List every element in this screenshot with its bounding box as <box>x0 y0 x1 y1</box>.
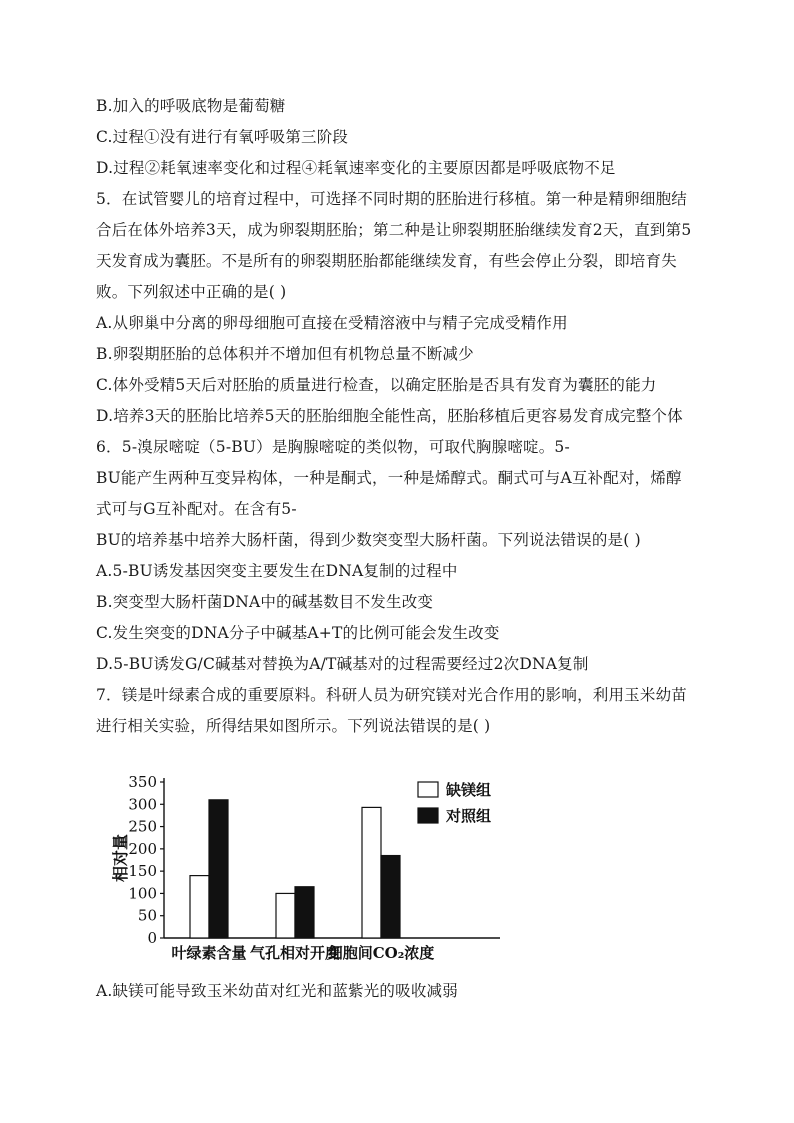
text-line: B.加入的呼吸底物是葡萄糖 <box>96 97 286 115</box>
bar <box>362 807 381 938</box>
text-line: 天发育成为囊胚。不是所有的卵裂期胚胎都能继续发育，有些会停止分裂，即培育失 <box>96 252 677 270</box>
legend-swatch <box>418 808 438 823</box>
text-line: BU能产生两种互变异构体，一种是酮式，一种是烯醇式。酮式可与A互补配对，烯醇 <box>96 469 682 487</box>
text-line: BU的培养基中培养大肠杆菌，得到少数突变型大肠杆菌。下列说法错误的是( ) <box>96 531 641 549</box>
bar-chart-svg <box>108 766 508 966</box>
y-tick-label: 250 <box>128 817 157 836</box>
y-tick-label: 50 <box>137 906 157 925</box>
text-line: 合后在体外培养3天，成为卵裂期胚胎；第二种是让卵裂期胚胎继续发育2天，直到第5 <box>96 221 692 239</box>
y-tick-label: 0 <box>147 929 157 947</box>
y-axis-label: 相对量 <box>111 833 130 883</box>
legend-label: 对照组 <box>446 807 492 825</box>
text-line: 5．在试管婴儿的培育过程中，可选择不同时期的胚胎进行移植。第一种是精卵细胞结 <box>96 190 687 208</box>
text-line: 7．镁是叶绿素合成的重要原料。科研人员为研究镁对光合作用的影响，利用玉米幼苗 <box>96 686 687 704</box>
bar-chart <box>108 766 508 966</box>
text-line: D.5-BU诱发G/C碱基对替换为A/T碱基对的过程需要经过2次DNA复制 <box>96 655 589 673</box>
text-line: D.培养3天的胚胎比培养5天的胚胎细胞全能性高，胚胎移植后更容易发育成完整个体 <box>96 407 683 425</box>
text-line: A.5-BU诱发基因突变主要发生在DNA复制的过程中 <box>96 562 458 580</box>
bar <box>209 800 228 938</box>
text-line: C.体外受精5天后对胚胎的质量进行检查，以确定胚胎是否具有发育为囊胚的能力 <box>96 376 657 394</box>
bar <box>190 876 209 938</box>
text-line: C.过程①没有进行有氧呼吸第三阶段 <box>96 128 349 146</box>
option-a-text: A.缺镁可能导致玉米幼苗对红光和蓝紫光的吸收减弱 <box>96 982 458 1000</box>
bar <box>276 893 295 938</box>
legend-swatch <box>418 782 438 797</box>
y-tick-label: 200 <box>128 839 157 858</box>
text-line: D.过程②耗氧速率变化和过程④耗氧速率变化的主要原因都是呼吸底物不足 <box>96 159 616 177</box>
y-tick-label: 300 <box>128 795 157 814</box>
bar <box>295 887 314 938</box>
y-tick-label: 100 <box>128 884 157 903</box>
bar <box>381 856 400 938</box>
text-line: 6．5-溴尿嘧啶（5-BU）是胸腺嘧啶的类似物，可取代胸腺嘧啶。5- <box>96 438 570 456</box>
x-tick-label: 叶绿素含量 <box>171 944 247 962</box>
text-line: C.发生突变的DNA分子中碱基A+T的比例可能会发生改变 <box>96 624 500 642</box>
text-line: 进行相关实验，所得结果如图所示。下列说法错误的是( ) <box>96 717 491 735</box>
y-tick-label: 150 <box>128 862 157 881</box>
x-tick-label: 气孔相对开度 <box>249 944 341 962</box>
text-line: 式可与G互补配对。在含有5- <box>96 500 297 518</box>
text-line: B.突变型大肠杆菌DNA中的碱基数目不发生改变 <box>96 593 434 611</box>
x-tick-label: 细胞间CO₂浓度 <box>327 944 435 962</box>
text-line: 败。下列叙述中正确的是( ) <box>96 283 287 301</box>
y-tick-label: 350 <box>128 773 157 791</box>
legend-label: 缺镁组 <box>446 781 492 799</box>
text-line: A.从卵巢中分离的卵母细胞可直接在受精溶液中与精子完成受精作用 <box>96 314 568 332</box>
text-line: B.卵裂期胚胎的总体积并不增加但有机物总量不断减少 <box>96 345 474 363</box>
